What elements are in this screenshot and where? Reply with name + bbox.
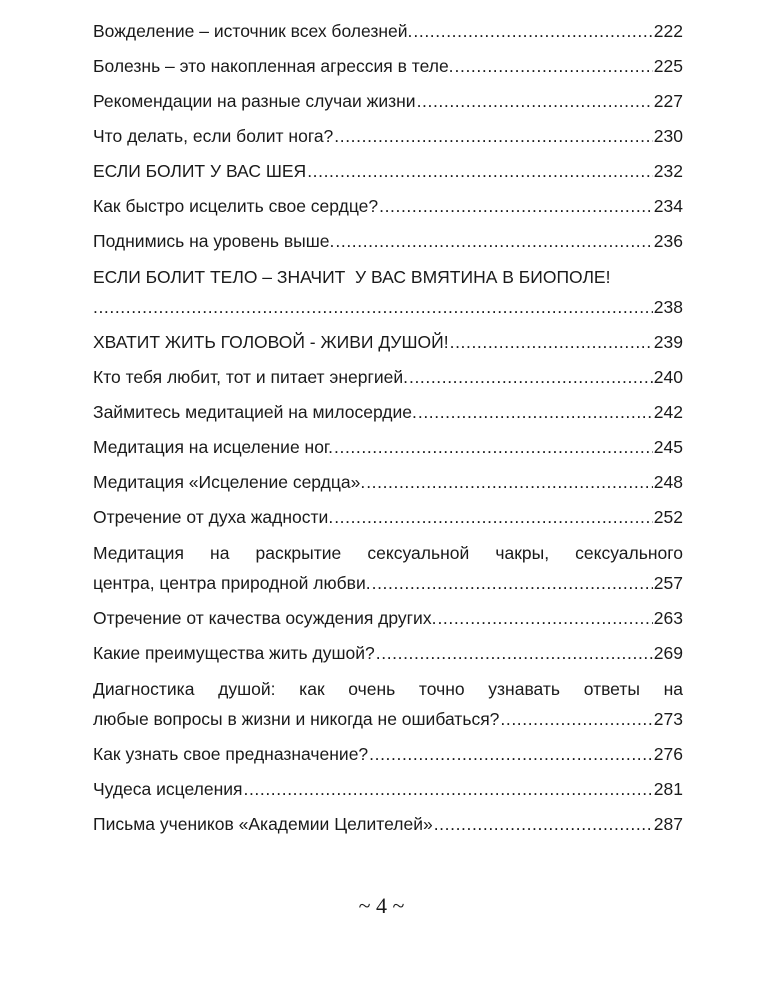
dot-leader bbox=[455, 49, 653, 84]
toc-entry bbox=[93, 395, 683, 430]
toc-entry bbox=[93, 154, 683, 189]
dot-leader bbox=[437, 601, 652, 636]
toc-entry bbox=[93, 671, 683, 737]
toc-entry-page: 252 bbox=[653, 507, 683, 527]
toc-entry-page: 245 bbox=[653, 437, 683, 457]
toc-entry bbox=[93, 500, 683, 535]
dot-leader bbox=[334, 119, 653, 154]
toc-entry bbox=[93, 601, 683, 636]
dot-leader bbox=[417, 84, 653, 119]
dot-leader bbox=[413, 14, 652, 49]
toc-entry-page: 239 bbox=[653, 332, 683, 352]
toc-entry bbox=[93, 259, 683, 325]
toc-entry bbox=[93, 737, 683, 772]
toc-entry-title: Болезнь – это накопленная агрессия в теле. bbox=[93, 56, 454, 76]
toc-entry-page: 230 bbox=[653, 126, 683, 146]
toc-entry-title: Поднимись на уровень выше. bbox=[93, 231, 335, 251]
toc-entry-title: Диагностика душой: как очень точно узнавать ответы на bbox=[93, 679, 683, 699]
toc-entry-page: 225 bbox=[653, 56, 683, 76]
toc-entry-title: ЕСЛИ БОЛИТ У ВАС ШЕЯ bbox=[93, 161, 307, 181]
toc-entry bbox=[93, 14, 683, 49]
toc-entry-title: Кто тебя любит, тот и питает энергией. bbox=[93, 367, 408, 387]
dot-leader bbox=[418, 395, 653, 430]
dot-leader bbox=[372, 568, 653, 598]
toc-entry-title: Отречение от духа жадности. bbox=[93, 507, 334, 527]
toc-entry-title: Медитация на раскрытие сексуальной чакры, сексуального bbox=[93, 543, 683, 563]
dot-leader bbox=[244, 772, 653, 807]
dot-leader bbox=[409, 360, 653, 395]
toc-entry-page: 232 bbox=[653, 161, 683, 181]
toc-entry bbox=[93, 430, 683, 465]
toc-entry-title: Медитация на исцеление ног. bbox=[93, 437, 334, 457]
toc-entry-title-continued: центра, центра природной любви. bbox=[93, 573, 371, 593]
toc-entry-page: 263 bbox=[653, 608, 683, 628]
toc-entry bbox=[93, 465, 683, 500]
dot-leader bbox=[334, 500, 653, 535]
toc-entry-title: Письма учеников «Академии Целителей» bbox=[93, 814, 433, 834]
toc-entry-title-continued: любые вопросы в жизни и никогда не ошибаться? bbox=[93, 709, 500, 729]
toc-entry-title: Чудеса исцеления bbox=[93, 779, 243, 799]
toc-entry bbox=[93, 84, 683, 119]
dot-leader bbox=[434, 807, 653, 842]
toc-entry-page: 234 bbox=[653, 196, 683, 216]
dot-leader bbox=[307, 154, 653, 189]
toc-entry bbox=[93, 224, 683, 259]
toc-entry bbox=[93, 49, 683, 84]
toc-entry bbox=[93, 189, 683, 224]
table-of-contents bbox=[93, 14, 683, 842]
toc-entry-title: Рекомендации на разные случаи жизни bbox=[93, 91, 416, 111]
toc-entry-title: Какие преимущества жить душой? bbox=[93, 643, 375, 663]
toc-entry-title: Займитесь медитацией на милосердие. bbox=[93, 402, 417, 422]
toc-entry bbox=[93, 535, 683, 601]
toc-entry-title: Медитация «Исцеление сердца». bbox=[93, 472, 366, 492]
toc-entry-title: Вожделение – источник всех болезней. bbox=[93, 21, 413, 41]
toc-entry-page: 257 bbox=[653, 573, 683, 593]
toc-entry-page: 238 bbox=[653, 297, 683, 317]
toc-entry bbox=[93, 360, 683, 395]
toc-entry-page: 281 bbox=[653, 779, 683, 799]
toc-entry-page: 227 bbox=[653, 91, 683, 111]
dot-leader bbox=[376, 636, 653, 671]
toc-entry-title: Что делать, если болит нога? bbox=[93, 126, 334, 146]
toc-entry-title: ЕСЛИ БОЛИТ ТЕЛО – ЗНАЧИТ У ВАС ВМЯТИНА В БИОПОЛЕ! bbox=[93, 267, 611, 287]
dot-leader bbox=[450, 325, 653, 360]
toc-entry-page: 242 bbox=[653, 402, 683, 422]
toc-entry-page: 269 bbox=[653, 643, 683, 663]
toc-entry-page: 287 bbox=[653, 814, 683, 834]
toc-entry bbox=[93, 325, 683, 360]
dot-leader bbox=[379, 189, 653, 224]
page-number: ~ 4 ~ bbox=[358, 893, 405, 918]
dot-leader bbox=[93, 292, 653, 322]
toc-entry-page: 248 bbox=[653, 472, 683, 492]
toc-entry-page: 222 bbox=[653, 21, 683, 41]
toc-entry-title: Как узнать свое предназначение? bbox=[93, 744, 369, 764]
toc-entry-page: 240 bbox=[653, 367, 683, 387]
toc-entry-page: 273 bbox=[653, 709, 683, 729]
toc-entry-page: 276 bbox=[653, 744, 683, 764]
dot-leader bbox=[500, 704, 652, 734]
toc-entry bbox=[93, 636, 683, 671]
toc-entry bbox=[93, 772, 683, 807]
toc-entry bbox=[93, 119, 683, 154]
toc-entry-title: Как быстро исцелить свое сердце? bbox=[93, 196, 379, 216]
toc-entry-title: ХВАТИТ ЖИТЬ ГОЛОВОЙ - ЖИВИ ДУШОЙ! bbox=[93, 332, 449, 352]
dot-leader bbox=[366, 465, 653, 500]
toc-entry-title: Отречение от качества осуждения других. bbox=[93, 608, 437, 628]
toc-entry bbox=[93, 807, 683, 842]
toc-entry-page: 236 bbox=[653, 231, 683, 251]
dot-leader bbox=[369, 737, 653, 772]
dot-leader bbox=[335, 224, 652, 259]
dot-leader bbox=[334, 430, 653, 465]
